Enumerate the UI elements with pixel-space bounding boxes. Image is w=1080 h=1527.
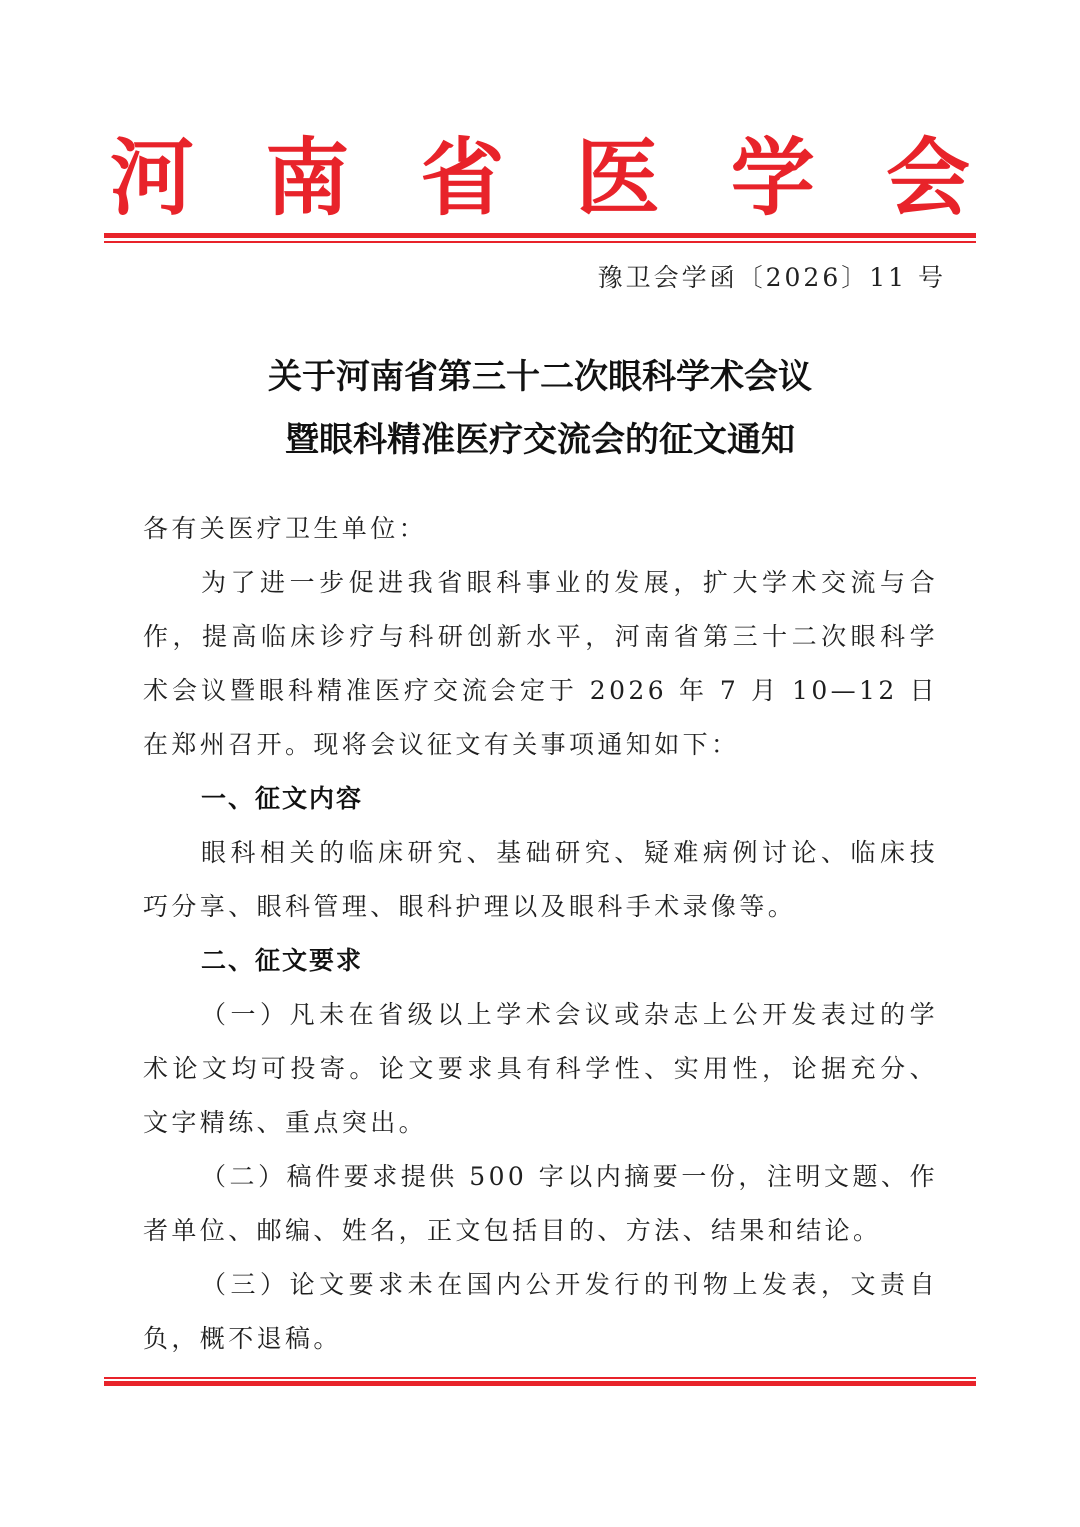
- section-2-heading: 二、征文要求: [201, 946, 364, 975]
- footer-rule-thick: [104, 1381, 976, 1386]
- org-char: 医: [575, 128, 660, 227]
- salutation: 各有关医疗卫生单位：: [143, 514, 428, 543]
- org-char: 南: [265, 128, 350, 227]
- notice-title-line-2: 暨眼科精准医疗交流会的征文通知: [285, 420, 795, 460]
- org-char: 会: [885, 128, 970, 227]
- intro-paragraph: 为了进一步促进我省眼科事业的发展，扩大学术交流与合作，提高临床诊疗与科研创新水平，河南省第三十二次眼科学术会议暨眼科精准医疗交流会定于 2026 年 7 月 10—12 日在郑州召开。现将会议征文有关事项通知如下：: [143, 568, 938, 759]
- requirement-2: （二）稿件要求提供 500 字以内摘要一份，注明文题、作者单位、邮编、姓名，正文包括目的、方法、结果和结论。: [143, 1162, 938, 1245]
- org-char: 学: [730, 128, 815, 227]
- organization-name: [110, 128, 970, 228]
- notice-body: [143, 502, 938, 1366]
- footer-rule-thin: [104, 1377, 976, 1379]
- notice-title-line-1: 关于河南省第三十二次眼科学术会议: [268, 357, 812, 397]
- section-1-text: 眼科相关的临床研究、基础研究、疑难病例讨论、临床技巧分享、眼科管理、眼科护理以及眼科手术录像等。: [143, 838, 938, 921]
- requirement-1: （一）凡未在省级以上学术会议或杂志上公开发表过的学术论文均可投寄。论文要求具有科学性、实用性，论据充分、文字精练、重点突出。: [143, 1000, 938, 1137]
- document-number: 豫卫会学函〔2026〕11 号: [597, 263, 946, 292]
- requirement-3: （三）论文要求未在国内公开发行的刊物上发表，文责自负，概不退稿。: [143, 1270, 938, 1353]
- section-1-heading: 一、征文内容: [201, 784, 364, 813]
- org-char: 省: [420, 128, 505, 227]
- header-rule-thin: [104, 241, 976, 243]
- org-char: 河: [110, 128, 195, 227]
- header-rule-thick: [104, 233, 976, 238]
